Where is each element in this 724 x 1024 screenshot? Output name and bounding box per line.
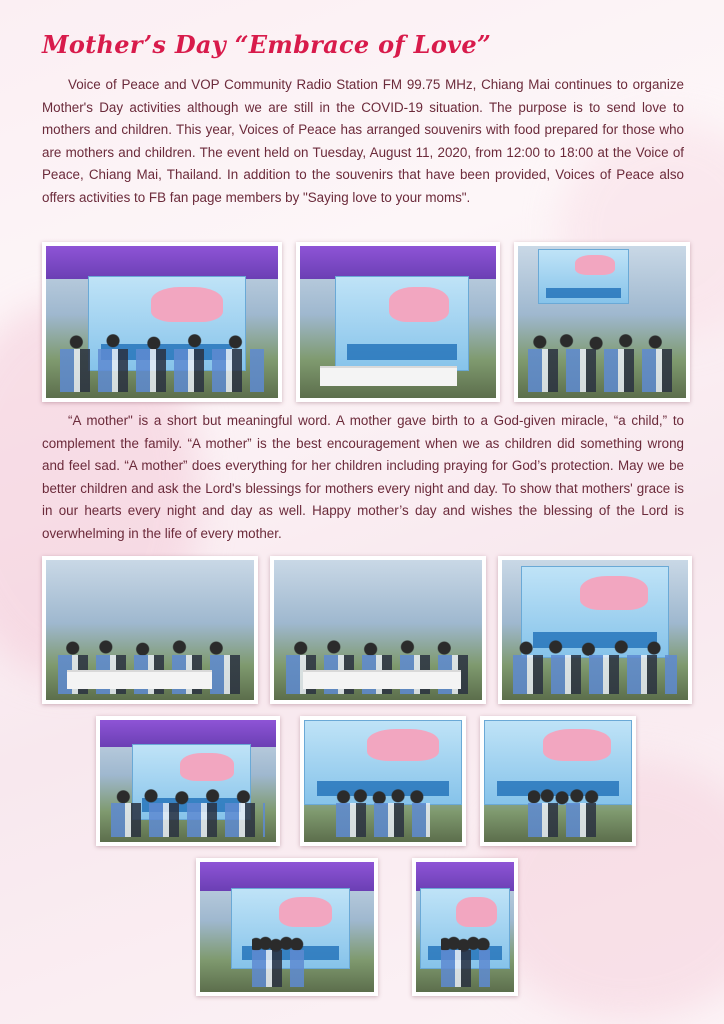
gift-table-photo xyxy=(270,556,486,704)
mother-baby-photo xyxy=(480,716,636,846)
mother-child-receiving-photo xyxy=(42,556,258,704)
page-title: Mother’s Day “Embrace of Love” xyxy=(42,30,492,59)
two-mothers-photo xyxy=(96,716,280,846)
child-gift-photo xyxy=(412,858,518,996)
staff-under-tent-photo xyxy=(42,242,282,402)
staff-group-photo xyxy=(514,242,690,402)
mother-son-photo xyxy=(300,716,466,846)
woman-gift-photo xyxy=(196,858,378,996)
mother-paragraph: “A mother" is a short but meaningful word. A mother gave birth to a God-given miracle, “a child,” to complement the family. “A mother” is the best encouragement when we as children did something wrong and feel sad. “A mother” does everything for her children including praying for God’s protection. May we be better children and ask the Lord's blessings for mothers every night and day. To show that mothers' grace is in our hearts every night and day as well. Happy mother’s day and wishes the blessing of the Lord is overwhelming in the life of every mother. xyxy=(42,413,684,541)
intro-paragraph: Voice of Peace and VOP Community Radio Station FM 99.75 MHz, Chiang Mai continues to organize Mother's Day activities although we are still in the COVID-19 situation. The purpose is to send love to mothers and children. This year, Voices of Peace has arranged souvenirs with food prepared for those who are mothers and children. The event held on Tuesday, August 11, 2020, from 12:00 to 18:00 at the Voice of Peace, Chiang Mai, Thailand. In addition to the souvenirs that have been provided, Voices of Peace also offers activities to FB fan page members by "Saying love to your moms". xyxy=(42,77,684,205)
booth-staff-photo xyxy=(498,556,692,704)
souvenir-booth-photo xyxy=(296,242,500,402)
